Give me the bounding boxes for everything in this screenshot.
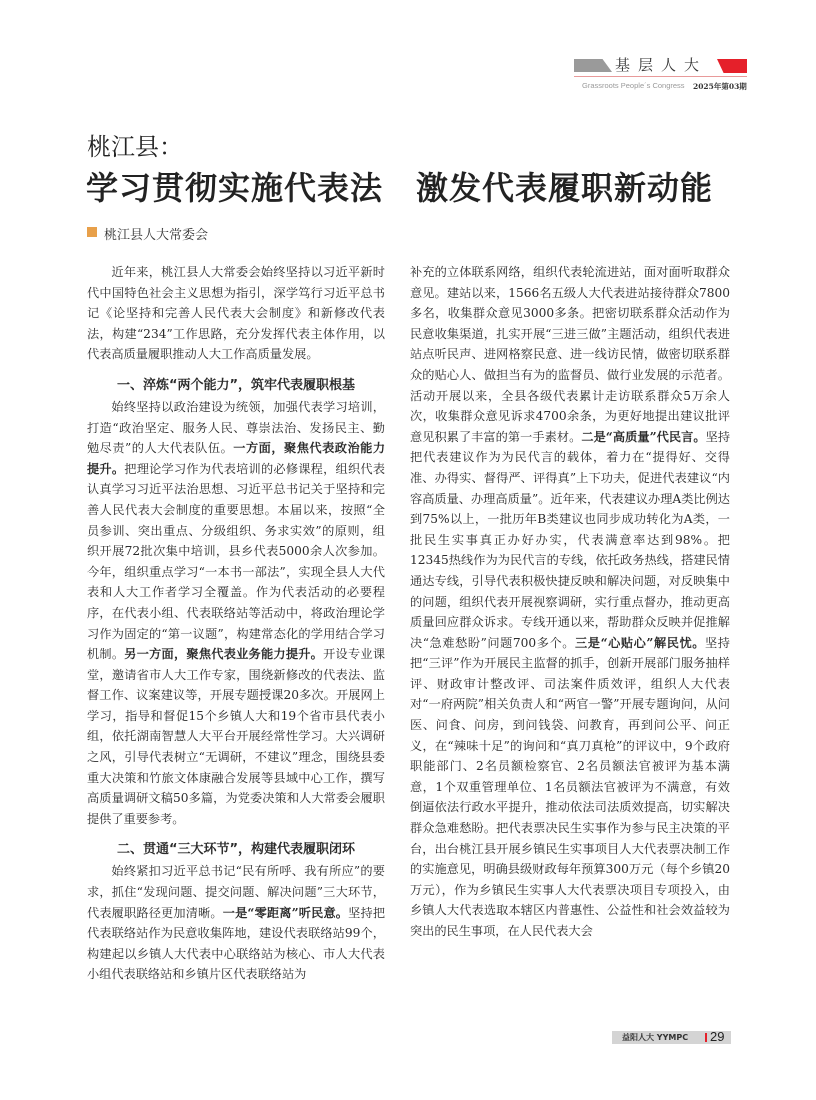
page-number: 29	[710, 1029, 725, 1044]
publication-name: 益阳人大 YYMPC	[622, 1033, 689, 1042]
intro-paragraph: 近年来，桃江县人大常委会始终坚持以习近平新时代中国特色社会主义思想为指引，深学笃行习近平总书记《论坚持和完善人民代表大会制度》和新修改代表法，构建“234”工作思路，充分发挥代表主体作用，以代表高质量履职推动人大工作高质量发展。	[87, 265, 385, 362]
article-column-right	[410, 262, 730, 942]
page-footer	[612, 1031, 731, 1044]
emphasis-text: 二是“高质量”代民言。	[581, 429, 706, 444]
body-text: 补充的立体联系网络，组织代表轮流进站，面对面听取群众意见。建站以来，1566名五级人大代表进站接待群众7800多名，收集群众意见3000多条。把密切联系群众活动作为民意收集渠道，扎实开展“三进三做”主题活动，组织代表进站点听民声、进网格察民意、进一线访民情，做密切联系群众的贴心人、做担当有为的监督员、做行业发展的示范者。活动开展以来，全县各级代表累计走访联系群众5万余人次，收集群众意见诉求4700余条，为更好地提出建议批评意见积累了丰富的第一手素材。	[410, 265, 730, 444]
article-headline: 学习贯彻实施代表法 激发代表履职新动能	[86, 169, 714, 207]
header-gray-tab-decoration	[574, 59, 612, 72]
header-divider	[574, 76, 747, 77]
issue-number: 2025年第03期	[693, 82, 747, 91]
article-column-left	[87, 262, 385, 985]
article-byline: 桃江县人大常委会	[104, 228, 209, 243]
section-heading-2: 二、贯通“三大环节”，构建代表履职闭环	[116, 842, 356, 858]
body-text: 把理论学习作为代表培训的必修课程，组织代表认真学习习近平法治思想、习近平总书记关于坚持和完善人民代表大会制度的重要思想。本届以来，按照“全员参训、突出重点、分级组织、务求实效”的原则，组织开展72批次集中培训，县乡代表5000余人次参加。今年，组织重点学习“一本书一部法”，实现全县人大代表和人大工作者学习全覆盖。作为代表活动的必要程序，在代表小组、代表联络站等活动中，将政治理论学习作为固定的“第一议题”，构建常态化的学用结合学习机制。	[87, 461, 386, 662]
section1-paragraph	[87, 397, 385, 829]
body-text: 始终紧扣习近平总书记“民有所呼、我有所应”的要求，抓住“发现问题、提交问题、解决问题”三大环节，代表履职路径更加清晰。	[87, 864, 385, 920]
body-text: 始终坚持以政治建设为统领，加强代表学习培训，打造“政治坚定、服务人民、尊崇法治、发扬民主、勤勉尽责”的人大代表队伍。	[87, 399, 385, 456]
column-subtitle: Grassroots People´s Congress	[582, 81, 685, 90]
emphasis-text: 另一方面，聚焦代表业务能力提升。	[124, 647, 324, 662]
footer-red-bar-decoration	[705, 1033, 707, 1042]
body-text: 开设专业课堂，邀请省市人大工作专家，围绕新修改的代表法、监督工作、议案建议等，开展专题授课20多次。开展网上学习，指导和督促15个乡镇人大和19个省市县代表小组，依托湖南智慧人大平台开展经常性学习。大兴调研之风，引导代表树立“无调研，不建议”理念，围绕县委重大决策和竹旅文体康融合发展等县域中心工作，撰写高质量调研文稿50多篇，为党委决策和人大常委会履职提供了重要参考。	[87, 647, 386, 826]
header-red-tab-decoration	[717, 59, 747, 73]
article-kicker: 桃江县：	[87, 133, 183, 161]
section2-paragraph-continued	[410, 262, 730, 942]
byline-marker-icon	[87, 227, 97, 237]
section2-paragraph	[87, 861, 385, 985]
column-name: 基层人大	[615, 56, 708, 74]
body-text: 坚持把代表建议作为为民代言的载体，着力在“提得好、交得准、办得实、督得严、评得真”上下功夫，促进代表建议“内容高质量、办理高质量”。近年来，代表建议办理A类比例达到75%以上，一批历年B类建议也同步成功转化为A类，一批民生实事真正办好办实，代表满意率达到98%。把12345热线作为为民代言的专线，依托政务热线，搭建民情通达专线，引导代表积极快捷反映和解决问题，对反映集中的问题，组织代表开展视察调研，实行重点督办，推动更高质量回应群众诉求。专线开通以来，帮助群众反映并促推解决“急难愁盼”问题700多个。	[410, 429, 731, 650]
emphasis-text: 一方面，聚焦代表政治能力提升。	[87, 441, 386, 476]
body-text: 坚持把代表联络站作为民意收集阵地，建设代表联络站99个，构建起以乡镇人大代表中心联络站为核心、市人大代表小组代表联络站和乡镇片区代表联络站为	[87, 905, 386, 982]
body-text: 坚持把“三评”作为开展民主监督的抓手，创新开展部门服务抽样评、财政审计整改评、司法案件质效评，组织人大代表对“一府两院”相关负责人和“两官一警”开展专题询问，从问医、问食、问房，到问钱袋、问教育，再到问公平、问正义，在“辣味十足”的询问和“真刀真枪”的评议中，9个政府职能部门、2名员额检察官、2名员额法官被评为基本满意，1个双重管理单位、1名员额法官被评为不满意，有效倒逼依法行政水平提升，推动依法司法质效提高，切实解决群众急难愁盼。把代表票决民生实事作为参与民主决策的平台，出台桃江县开展乡镇民生实事项目人大代表票决制工作的实施意见，明确县级财政每年预算300万元（每个乡镇20万元），作为乡镇民生实事人大代表票决项目专项投入，由乡镇人大代表选取本辖区内普惠性、公益性和社会效益较为突出的民生事项，在人民代表大会	[410, 635, 730, 938]
emphasis-text: 一是“零距离”听民意。	[222, 905, 349, 920]
emphasis-text: 三是“心贴心”解民忧。	[575, 635, 706, 650]
section-heading-1: 一、淬炼“两个能力”，筑牢代表履职根基	[116, 377, 356, 393]
